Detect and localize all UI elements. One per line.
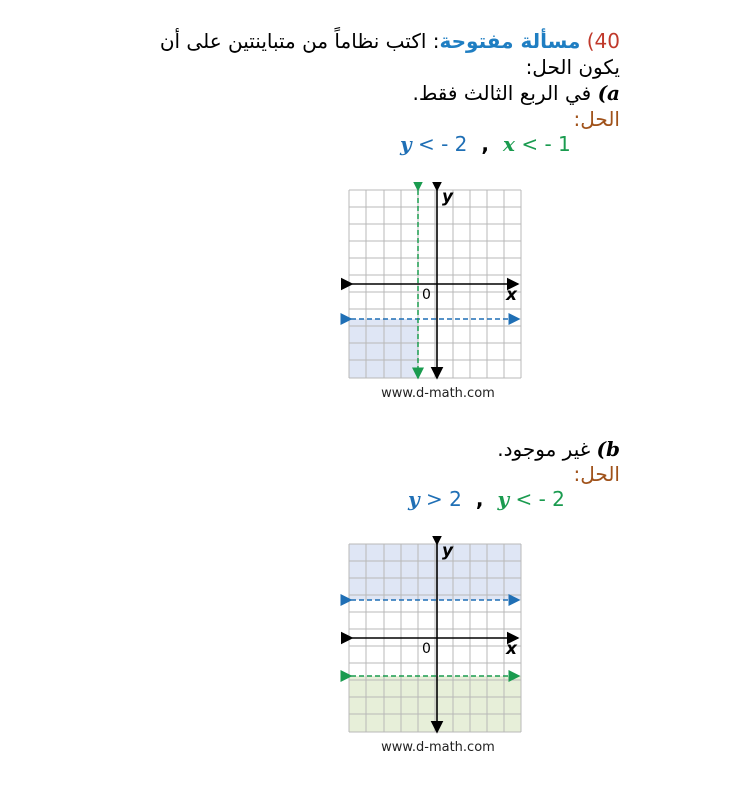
- graph-a-x-label: x: [506, 285, 517, 305]
- graph-b-y-label: y: [442, 541, 454, 561]
- part-b-separator: ,: [475, 487, 484, 511]
- graph-a: [340, 182, 530, 387]
- graph-b-origin-label: 0: [422, 641, 431, 657]
- part-b-solution-label: الحل:: [573, 462, 620, 486]
- part-a-ineq1: y < - 2: [400, 132, 468, 156]
- part-a-inequalities: [400, 132, 571, 156]
- part-a-solution-label: الحل:: [573, 107, 620, 131]
- question-text-line2: يكون الحل:: [525, 55, 620, 79]
- part-b-inequalities: [408, 487, 565, 511]
- question-text: : اكتب نظاماً من متباينتين على أن: [159, 29, 440, 53]
- graph-b-x-label: x: [506, 639, 517, 659]
- part-a-prompt: [412, 80, 620, 106]
- question-label: مسألة مفتوحة: [439, 29, 581, 53]
- part-a-letter: a): [597, 81, 620, 105]
- graph-a-caption: www.d-math.com: [381, 386, 495, 401]
- part-b-letter: b): [596, 437, 620, 461]
- part-a-text: في الربع الثالث فقط.: [412, 81, 592, 105]
- part-a-separator: ,: [481, 132, 490, 156]
- graph-b: [340, 536, 530, 741]
- question-header: [100, 28, 620, 54]
- part-b-ineq1: y > 2: [408, 487, 462, 511]
- part-a-ineq2: x < - 1: [503, 132, 571, 156]
- graph-a-origin-label: 0: [422, 287, 431, 303]
- part-b-text: غير موجود.: [497, 437, 591, 461]
- part-b-ineq2: y < - 2: [497, 487, 565, 511]
- part-b-prompt: [497, 436, 620, 462]
- question-number: 40): [586, 29, 620, 53]
- graph-a-y-label: y: [442, 187, 454, 207]
- graph-b-caption: www.d-math.com: [381, 740, 495, 755]
